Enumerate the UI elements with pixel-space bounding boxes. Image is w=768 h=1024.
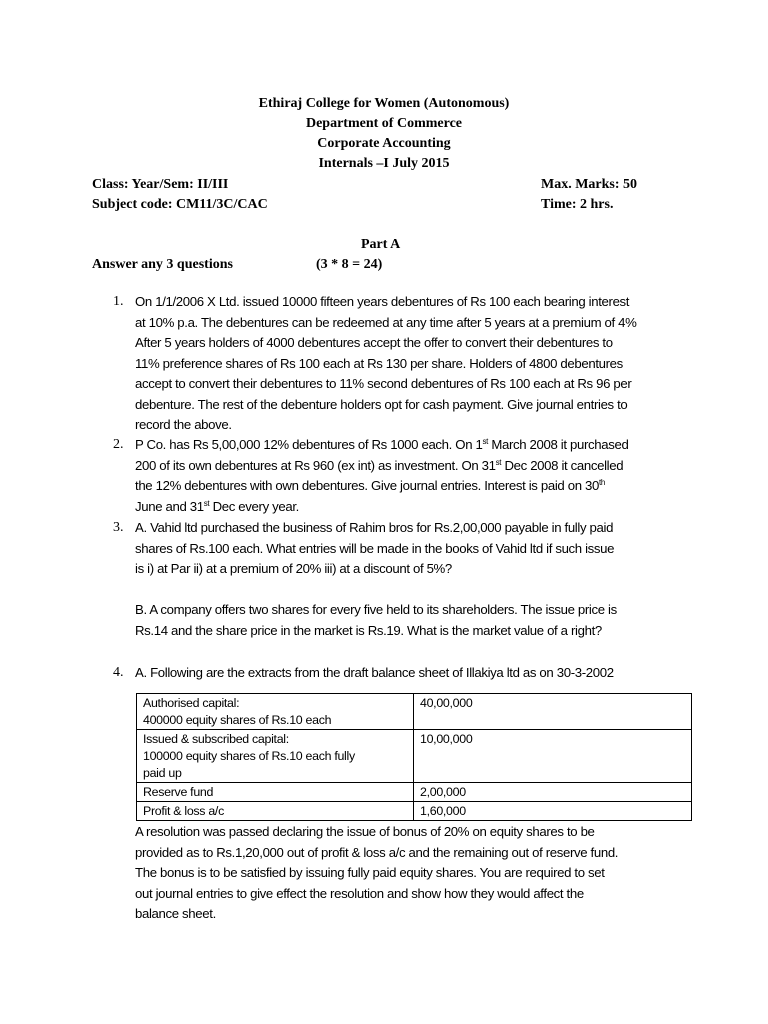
q4-after-line: provided as to Rs.1,20,000 out of profit & loss a/c and the remaining out of reserve fund.: [135, 844, 619, 860]
table-row: [137, 783, 692, 802]
question-1-number: 1.: [113, 294, 124, 309]
q1-line: debenture. The rest of the debenture holders opt for cash payment. Give journal entries to: [135, 396, 628, 412]
question-4-number: 4.: [113, 665, 124, 680]
q2-line: 200 of its own debentures at Rs 960 (ex int) as investment. On 31st Dec 2008 it cancelled: [135, 457, 624, 473]
q1-line: After 5 years holders of 4000 debentures accept the offer to convert their debentures to: [135, 335, 613, 350]
subject-code: Subject code: CM11/3C/CAC: [92, 197, 268, 212]
q3a-line: shares of Rs.100 each. What entries will be made in the books of Vahid ltd if such issue: [135, 540, 615, 556]
table-cell-label: Issued & subscribed capital: 100000 equity shares of Rs.10 each fully paid up: [137, 730, 414, 783]
part-marks: (3 * 8 = 24): [316, 257, 383, 272]
department-name: Department of Commerce: [305, 116, 462, 131]
part-instruction: Answer any 3 questions: [92, 257, 233, 272]
q1-line: 11% preference shares of Rs 100 each at Rs 130 per share. Holders of 4800 debentures: [135, 355, 623, 371]
q2-line: June and 31st Dec every year.: [135, 498, 299, 514]
question-4-intro: [135, 663, 683, 684]
q1-line: accept to convert their debentures to 11% second debentures of Rs 100 each at Rs 96 per: [135, 376, 632, 391]
question-2-number: 2.: [113, 437, 124, 452]
q4-intro-line: A. Following are the extracts from the draft balance sheet of Illakiya ltd as on 30-3-2002: [135, 665, 614, 680]
question-2-text: [135, 435, 683, 517]
max-marks: Max. Marks: 50: [541, 177, 638, 192]
table-row: [137, 730, 692, 783]
q4-after-line: balance sheet.: [135, 906, 216, 921]
question-3b-text: [135, 600, 683, 641]
subject-name: Corporate Accounting: [317, 136, 451, 151]
q1-line: at 10% p.a. The debentures can be redeemed at any time after 5 years at a premium of 4%: [135, 314, 637, 330]
q2-line: the 12% debentures with own debentures. Give journal entries. Interest is paid on 30th: [135, 478, 605, 493]
time-allowed: Time: 2 hrs.: [541, 197, 614, 212]
q1-line: record the above.: [135, 417, 232, 432]
question-3-number: 3.: [113, 520, 124, 535]
table-cell-label: Authorised capital: 400000 equity shares of Rs.10 each: [137, 694, 414, 730]
table-cell-amount: 2,00,000: [414, 783, 692, 802]
table-cell-amount: 40,00,000: [414, 694, 692, 730]
question-1-text: [135, 292, 683, 436]
q3a-line: is i) at Par ii) at a premium of 20% iii) at a discount of 5%?: [135, 561, 452, 576]
q1-line: On 1/1/2006 X Ltd. issued 10000 fifteen years debentures of Rs 100 each bearing interest: [135, 294, 630, 309]
q3a-line: A. Vahid ltd purchased the business of Rahim bros for Rs.2,00,000 payable in fully paid: [135, 520, 614, 535]
part-title: Part A: [361, 237, 401, 252]
q4-after-line: out journal entries to give effect the resolution and show how they would affect the: [135, 885, 584, 901]
exam-title: Internals –I July 2015: [318, 156, 450, 171]
class-label: Class: Year/Sem: II/III: [92, 177, 229, 192]
q3b-line: B. A company offers two shares for every five held to its shareholders. The issue price is: [135, 602, 617, 617]
q4-after-line: The bonus is to be satisfied by issuing fully paid equity shares. You are required to set: [135, 865, 605, 880]
college-name: Ethiraj College for Women (Autonomous): [258, 96, 510, 111]
table-row: [137, 802, 692, 821]
table-row: [137, 694, 692, 730]
q3b-line: Rs.14 and the share price in the market is Rs.19. What is the market value of a right?: [135, 622, 602, 638]
question-3a-text: [135, 518, 683, 580]
question-4-resolution: [135, 822, 683, 925]
table-cell-amount: 1,60,000: [414, 802, 692, 821]
q2-line: P Co. has Rs 5,00,000 12% debentures of Rs 1000 each. On 1st March 2008 it purchased: [135, 437, 629, 452]
table-cell-amount: 10,00,000: [414, 730, 692, 783]
table-cell-label: Profit & loss a/c: [137, 802, 414, 821]
q4-after-line: A resolution was passed declaring the issue of bonus of 20% on equity shares to be: [135, 824, 595, 839]
balance-sheet-table: [136, 693, 692, 821]
table-cell-label: Reserve fund: [137, 783, 414, 802]
